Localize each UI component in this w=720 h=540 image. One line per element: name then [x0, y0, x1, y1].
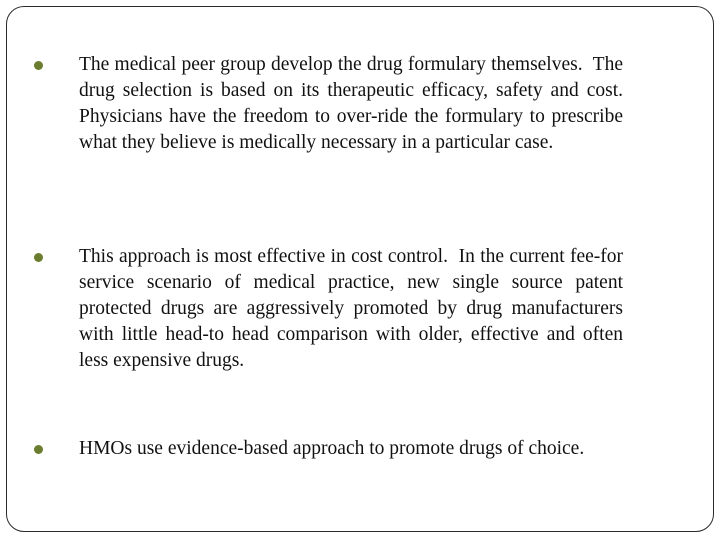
bullet-dot-icon — [34, 253, 43, 262]
bullet-dot-icon — [34, 445, 43, 454]
bullet-text: The medical peer group develop the drug formulary themselves. The drug selection is based on its therapeutic efficacy, safety and cost. Physicians have the freedom to over-ride the formulary to prescribe what they believe is medically necessary in a particular case. — [79, 54, 633, 153]
bullet-text: This approach is most effective in cost control. In the current fee-for service scenario of medical practice, new single source patent protected drugs are aggressively promoted by drug manufacturers with little head-to head comparison with older, effective and often less expensive drugs. — [79, 246, 628, 371]
bullet-dot-icon — [34, 61, 43, 70]
bullet-text: HMOs use evidence-based approach to promote drugs of choice. — [79, 438, 585, 459]
